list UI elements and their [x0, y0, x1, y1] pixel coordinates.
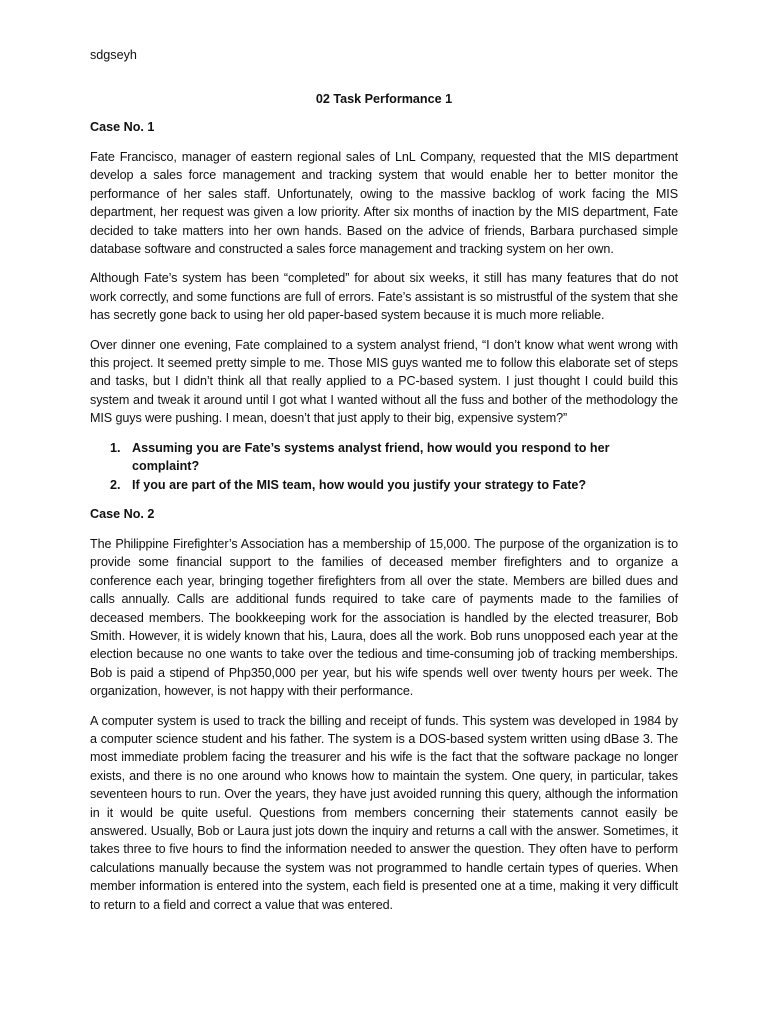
case-1-heading: Case No. 1: [90, 120, 155, 134]
case-1-paragraph-1: Fate Francisco, manager of eastern regional sales of LnL Company, requested that the MIS department develop a sales force management and tracking system that would enable her to better monitor the performance of her sales staff. Unfortunately, owing to the massive backlog of work facing the MIS department, her request was given a low priority. After six months of inaction by the MIS department, Fate decided to take matters into her own hands. Based on the advice of friends, Barbara purchased simple database software and constructed a sales force management and tracking system on her own.: [90, 150, 678, 257]
case-2-heading: Case No. 2: [90, 506, 155, 521]
question-number: 2.: [110, 477, 121, 492]
question-item: [90, 476, 678, 494]
document-title: 02 Task Performance 1: [315, 92, 453, 106]
question-item: [90, 439, 678, 476]
question-number: 1.: [110, 440, 121, 455]
page-header: sdgseyh: [90, 48, 137, 62]
question-text: If you are part of the MIS team, how would you justify your strategy to Fate?: [132, 477, 587, 492]
case-1-paragraph-2: Although Fate’s system has been “completed” for about six weeks, it still has many features that do not work correctly, and some functions are full of errors. Fate’s assistant is so mistrustful of the system that she has secretly gone back to using her old paper-based system because it is much more reliable.: [90, 271, 678, 323]
case-2-paragraph-2: A computer system is used to track the billing and receipt of funds. This system was developed in 1984 by a computer science student and his father. The system is a DOS-based system written using dBase 3. The most immediate problem facing the treasurer and his wife is the fact that the software package no longer exists, and there is no one around who knows how to maintain the system. One query, in particular, takes seventeen hours to run. Over the years, they have just avoided running this query, although the information in it would be quite useful. Questions from members concerning their statements cannot easily be answered. Usually, Bob or Laura just jots down the inquiry and returns a call with the answer. Sometimes, it takes three to five hours to find the information needed to answer the question. They often have to perform calculations manually because the system was not programmed to handle certain types of queries. When member information is entered into the system, each field is presented one at a time, making it very difficult to return to a field and correct a value that was entered.: [90, 713, 678, 912]
case-2-section: [90, 505, 678, 914]
case-1-section: [90, 118, 678, 494]
case-1-questions: [90, 439, 678, 494]
case-1-paragraph-3: Over dinner one evening, Fate complained to a system analyst friend, “I don’t know what went wrong with this project. It seemed pretty simple to me. Those MIS guys wanted me to follow this elaborate set of steps and tasks, but I didn’t think all that really applied to a PC-based system. I just thought I could build this system and tweak it around until I got what I wanted without all the fuss and bother of the methodology the MIS guys were pushing. I mean, doesn’t that just apply to their big, expensive system?”: [90, 337, 678, 426]
question-text: Assuming you are Fate’s systems analyst friend, how would you respond to her complaint?: [132, 440, 610, 474]
case-2-paragraph-1: The Philippine Firefighter’s Association has a membership of 15,000. The purpose of the organization is to provide some financial support to the families of deceased member firefighters and to organize a conference each year, bringing together firefighters from all over the state. Members are billed dues and calls annually. Calls are additional funds required to take care of payments made to the families of deceased members. The bookkeeping work for the association is handled by the elected treasurer, Bob Smith. However, it is widely known that his, Laura, does all the work. Bob runs unopposed each year at the election because no one wants to take over the tedious and time-consuming job of tracking memberships. Bob is paid a stipend of Php350,000 per year, but his wife spends well over twenty hours per week. The organization, however, is not happy with their performance.: [90, 536, 678, 699]
